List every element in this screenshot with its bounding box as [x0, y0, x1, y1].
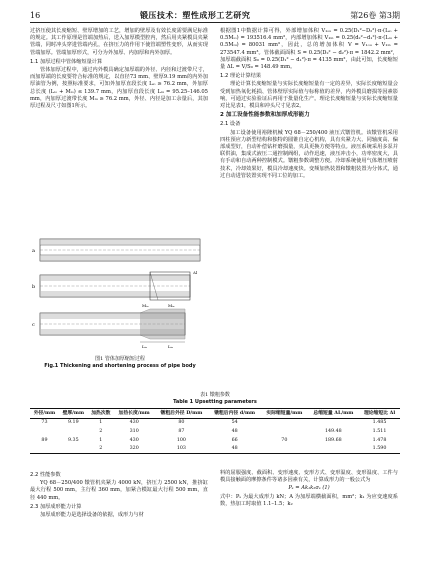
section-heading: 2.3 加厚成形能力计算 [30, 503, 82, 510]
table-cell [308, 444, 359, 453]
bottom-left-column [30, 470, 208, 520]
section-heading: 1.2 理论计算结果 [220, 73, 262, 80]
table-cell: 320 [129, 446, 139, 452]
table-cell [30, 444, 59, 453]
table-row [30, 418, 400, 427]
table-cell: 66 [231, 437, 238, 443]
column-header: 外径/mm [33, 409, 56, 416]
table-cell [261, 444, 308, 453]
column-header: 镦粗后内径 d/mm [214, 409, 256, 416]
right-column [220, 28, 398, 181]
column-header: 理论缩短比 Δl [363, 409, 396, 416]
table-row [30, 444, 400, 453]
bottom-right-column [220, 470, 398, 509]
column-header: 壁厚/mm [62, 409, 85, 416]
table-cell: 1 [99, 420, 103, 426]
table-row [30, 436, 400, 445]
table-caption-en: Table 1 Upsetting parameters [173, 399, 257, 405]
table-cell: 2 [99, 446, 103, 452]
data-table [30, 408, 400, 454]
figure-panel-c [32, 303, 185, 349]
section-heading: 2 加工设备性能参数和加厚成形能力 [220, 112, 310, 119]
left-column [30, 28, 208, 111]
table-cell: 430 [129, 437, 139, 443]
table-cell [261, 418, 308, 427]
table-cell: 54 [231, 420, 238, 426]
running-header [30, 8, 400, 23]
running-title: 锻压技术：塑性成形工艺研究 [139, 9, 251, 20]
table-cell: 149.48 [324, 428, 342, 434]
panel-label: a [32, 248, 35, 254]
table-cell: 80 [178, 420, 185, 426]
table-cell [59, 427, 88, 436]
table-cell: 2 [99, 428, 103, 434]
table-cell: 48 [231, 428, 238, 434]
section-heading: 2.1 设备 [220, 121, 241, 128]
table-cell: 1.478 [372, 437, 387, 443]
section-heading: 1.1 加厚过程中管体缩短量计算 [30, 58, 103, 65]
paragraph: 理论计算长度缩短量与实际长度缩短量有一定的差异，实际长度缩短量会受到加热氧化耗损、管体壁厚实际值与标称值的差异，内外模具磨损等因素影响，可通过实验验证后再用于批量化生产。理论长度缩短量与实际长度缩短量对比见表1，模具和冲头尺寸见表2。 [220, 81, 398, 110]
table-cell: 87 [178, 428, 185, 434]
table-cell [261, 427, 308, 436]
figure-caption-en: Fig.1 Thickening and shortening process of pipe body [44, 363, 196, 369]
table-cell [308, 418, 359, 427]
formula: Pₛ = Ak₁k₂σₛ (1) [288, 485, 330, 492]
figure-caption-cn: 图1 管体加厚缩短过程 [95, 356, 145, 362]
table-cell [59, 444, 88, 453]
column-header: 加热次数 [91, 409, 111, 416]
table-cell: 1.511 [372, 428, 387, 434]
panel-label: c [32, 322, 35, 328]
table-row [30, 427, 400, 436]
section-heading: 2.2 性能参数 [30, 472, 61, 478]
dimension-label: Mᵢₒ [168, 303, 175, 308]
dimension-label: Mᵢᵤ [142, 303, 149, 308]
table-cell: 9.19 [67, 420, 79, 426]
paragraph: 管体加厚过程中，通过内外模具确定加厚端的外径、内径和过渡带尺寸，而加厚端的长度要符合标准的规定，以直径73 mm、壁厚9.19 mm的内外加厚油管为例，按照标准要求，可知外加厚直段长度 Lᵢₒ ≥ 76.2 mm，外加厚总长度 (Lᵢₒ + Mᵢₒ) ≤ 139.7 mm，内加厚直段长度 Lᵢᵤ = 95.25–146.05 mm，内加厚过渡带长度 Mᵢᵤ ≥ 76.2 mm，外径、内径是加工余量后，其加厚过程及尺寸如图1所示。 [30, 67, 208, 110]
table-cell: 70 [281, 437, 288, 443]
figure-panel-a [32, 239, 200, 261]
upsetting-parameters-table [30, 392, 400, 454]
page-number: 16 [30, 10, 41, 20]
paragraph: 加工设备使用裕隆机械 YQ 68－250/400 液压式镦管机。该镦管机采用四柱预应力新型结构和独特的圆锥自定心机构，具有夹紧力大、同轴度高、偏部成型好，自动补偿钻杆磨损量，夹具更换方便等特点。液压系统采用多泵并联供油，集成式液压二通控制阀组，动作迅速，液压冲击小，功率密度大，具有手动和自动两种控制模式。镦粗参数调整方便。冷却系统使用气体增压喷射技术，冷却效果好，模具冷却速度快。变频加热装置和镦粗装置为分体式，通过自动进管装置实现不同工位的加工。 [220, 129, 398, 179]
table-header-row [30, 409, 400, 419]
paragraph: YQ 68－250/400 镦管机夹紧力 4000 kN，挤压力 2500 kN，推挤缸最大行程 500 mm，主行程 360 mm，加紧合模缸最大行程 500 mm，直径 440 mm。 [30, 480, 208, 501]
column-header: 总缩短量 ΔL/mm [313, 409, 354, 416]
column-header: 加热长度/mm [118, 409, 150, 416]
paragraph: 过挤压使其长度缩短、壁厚增加的工艺，增加的壁厚及有效长度需要满足标准的规定。其工作原理是管端加热后，送入加厚模型腔内，然后用夹紧模具夹紧管端，同时冲头穿进管端内孔，在挤压力的作用下使管端塑性变形，从而实现管端加厚。管端加厚形式，可分为外加厚、内加厚和内外加厚。 [30, 28, 208, 56]
table-cell: 100 [176, 437, 186, 443]
issue-label: 第26卷 第3期 [350, 10, 400, 20]
paragraph: 料的屈服强度、截面积、变形速度、变形方式、变形温度、变形温度、工件与模具接触面的摩擦条件等诸多因素有关，计算成形力的一般公式为 [220, 470, 398, 484]
table-cell: 430 [129, 420, 139, 426]
column-header: 实际缩短量/mm [266, 409, 303, 416]
table-cell [30, 427, 59, 436]
figure-panel-b [32, 270, 198, 300]
table-cell: 89 [41, 437, 48, 443]
pipe-thickening-figure [30, 233, 210, 353]
table-cell: 189.68 [324, 437, 342, 443]
table-cell: 73 [41, 420, 48, 426]
column-header: 镦粗后外径 D/mm [160, 409, 203, 416]
table-cell: 310 [129, 428, 139, 434]
table-cell: 1 [99, 437, 103, 443]
table-cell: 1.485 [372, 420, 387, 426]
dimension-label: Δl [193, 270, 198, 275]
table-cell: 48 [231, 446, 238, 452]
panel-label: b [32, 284, 36, 290]
paragraph: 加厚成形能力是选择设备的依据，成形力与材 [40, 512, 144, 519]
table-caption-cn: 表1 镦粗参数 [200, 392, 230, 398]
paragraph: 根据图1中数据计算可得，外部增加体积 V₁ₒᵤ = 0.25(D₁²−D₂²)·π·(Lᵢₒ + 0.5Mᵢₒ) = 193516.4 mm³，内部增加体积 V₁ᵢₙ = 0.25(d₂²−d₁²)·π·(Lᵢᵤ + 0.5Mᵢᵤ) = 80031 mm³，因此，总的增加体积 V = V₁ₒᵤ + V₁ᵢₙ = 273547.4 mm³。管体截面面积 S = 0.25(D₂² − d₂²)·π = 1842.2 mm²，加厚端截面积 S₀ = 0.25(D₁² − d₁²)·π = 4135 mm²，由此可知，长度缩短量 ΔL = V/S₀ = 148.49 mm。 [220, 28, 398, 71]
paragraph: 式中：Pₛ 为最大成形力 kN；A 为加厚端横截面积，mm²；k₁ 为应变速度系数，热加工时取值 1.1–1.5；k₂ [220, 493, 398, 507]
table-cell: 1.590 [372, 446, 387, 452]
table-cell: 9.35 [67, 437, 79, 443]
dimension-label: Lᵢᵤ [142, 344, 148, 349]
table-cell: 103 [176, 446, 186, 452]
dimension-label: Lᵢₒ [168, 344, 174, 349]
